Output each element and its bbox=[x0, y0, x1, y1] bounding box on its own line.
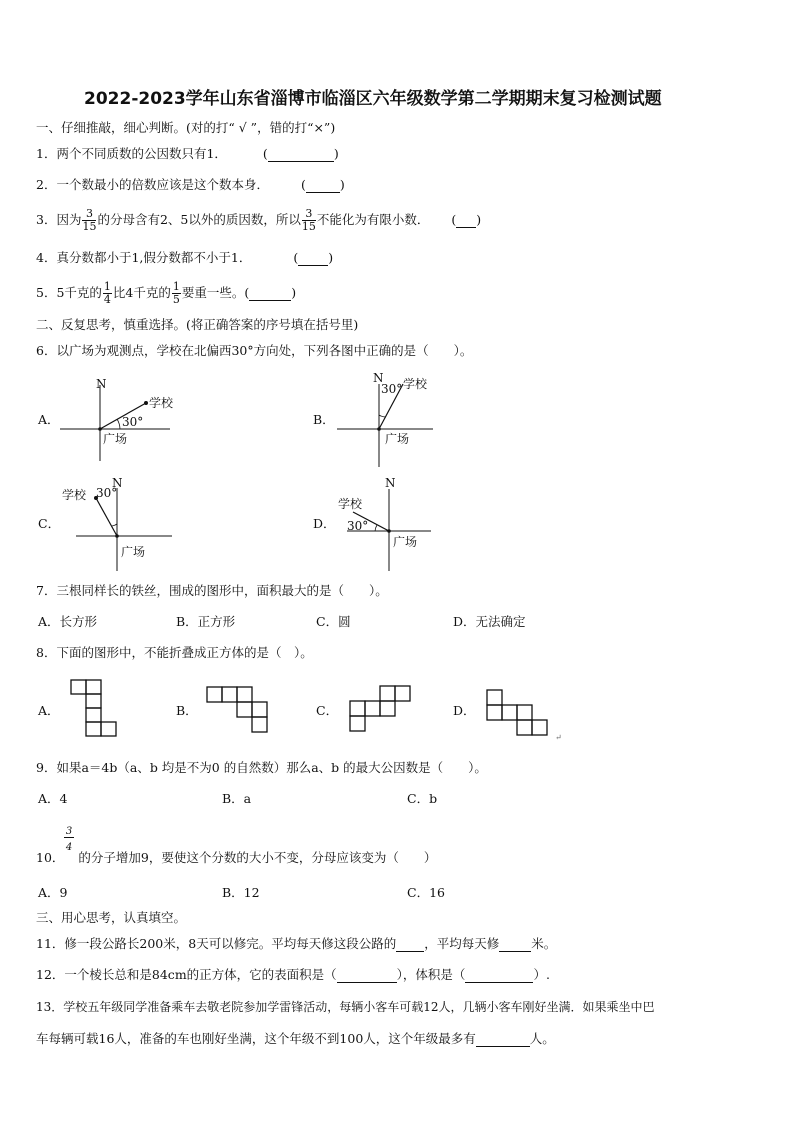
north-label: N bbox=[96, 377, 107, 391]
q10-option-c[interactable]: C．16 bbox=[407, 885, 445, 900]
net-cell bbox=[380, 686, 395, 701]
question-11: 11．修一段公路长200米，8天可以修完。平均每天修这段公路的 ，平均每天修 米。 bbox=[36, 936, 557, 951]
q7-option-b[interactable]: B．正方形 bbox=[176, 614, 236, 629]
q7-option-c[interactable]: C．圆 bbox=[316, 614, 351, 629]
north-label: N bbox=[373, 371, 384, 385]
net-cell bbox=[86, 694, 101, 708]
q7-option-d[interactable]: D．无法确定 bbox=[453, 614, 526, 629]
answer-blank-1[interactable] bbox=[268, 161, 334, 162]
angle-arc bbox=[379, 415, 386, 417]
question-9-text: 9．如果a＝4b（a、b 均是不为0 的自然数）那么a、b 的最大公因数是（ ）。 bbox=[36, 760, 487, 775]
question-13-line-1: 13．学校五年级同学准备乘车去敬老院参加学雷锋活动，每辆小客车可载12人，几辆小客车刚好坐满．如果乘坐中巴 bbox=[36, 1000, 655, 1014]
question-5: 5．5千克的 $\frac{1}{4}$ 比4千克的 $\frac{1}{5}$ 要重一些。( ) bbox=[36, 280, 297, 306]
section-1-heading: 一、仔细推敲，细心判断。(对的打“ √ ”，错的打“×”) bbox=[36, 120, 336, 135]
fraction-3-15-b: $\frac{3}{15}$ bbox=[301, 207, 316, 233]
q8-net-b[interactable] bbox=[206, 686, 272, 734]
page-title: 2022-2023学年山东省淄博市临淄区六年级数学第二学期期末复习检测试题 bbox=[84, 89, 662, 109]
q8-option-a-label[interactable]: A． bbox=[38, 703, 60, 718]
school-point bbox=[144, 401, 148, 405]
angle-label: 30° bbox=[96, 486, 118, 500]
answer-blank-12b[interactable] bbox=[465, 982, 533, 983]
paragraph-mark: ↵ bbox=[555, 733, 562, 742]
net-cell bbox=[487, 690, 502, 705]
q8-net-c[interactable] bbox=[349, 685, 415, 733]
section-2-heading: 二、反复思考，慎重选择。(将正确答案的序号填在括号里) bbox=[36, 317, 359, 332]
section-3-heading: 三、用心思考，认真填空。 bbox=[36, 910, 187, 925]
question-3: 3．因为 $\frac{3}{15}$ 的分母含有2、5以外的质因数，所以 $\frac{3}{15}$ 不能化为有限小数． ( ) bbox=[36, 207, 482, 233]
angle-arc bbox=[375, 525, 377, 531]
net-cell bbox=[86, 708, 101, 722]
question-10-text: 的分子增加9，要使这个分数的大小不变，分母应该变为（ ） bbox=[78, 850, 437, 865]
question-13-line-2: 车每辆可载16人，准备的车也刚好坐满，这个年级不到100人，这个年级最多有 人。 bbox=[36, 1031, 555, 1046]
answer-blank-4[interactable] bbox=[298, 265, 328, 266]
q6-option-c-label[interactable]: C． bbox=[38, 516, 61, 531]
angle-arc bbox=[112, 524, 117, 526]
net-cell bbox=[86, 680, 101, 694]
angle-arc bbox=[117, 419, 120, 429]
net-cell bbox=[252, 717, 267, 732]
net-cell bbox=[252, 702, 267, 717]
question-7-text: 7．三根同样长的铁丝，围成的图形中，面积最大的是（ ）。 bbox=[36, 583, 388, 598]
angle-label: 30° bbox=[122, 415, 144, 429]
net-cell bbox=[487, 705, 502, 720]
square-point bbox=[98, 427, 102, 431]
answer-blank-5[interactable] bbox=[249, 300, 291, 301]
answer-blank-3[interactable] bbox=[456, 227, 476, 228]
answer-blank-12a[interactable] bbox=[337, 982, 397, 983]
net-cell bbox=[395, 686, 410, 701]
net-cell bbox=[380, 701, 395, 716]
north-label: N bbox=[112, 476, 123, 490]
question-1-text: 1．两个不同质数的公因数只有1． bbox=[36, 146, 227, 161]
square-point bbox=[387, 529, 391, 533]
answer-blank-2[interactable] bbox=[306, 192, 340, 193]
square-label: 广场 bbox=[393, 535, 418, 549]
q9-option-a[interactable]: A．4 bbox=[38, 791, 68, 806]
q10-option-a[interactable]: A．9 bbox=[38, 885, 68, 900]
question-2-text: 2．一个数最小的倍数应该是这个数本身． bbox=[36, 177, 269, 192]
q8-option-c-label[interactable]: C． bbox=[316, 703, 339, 718]
square-label: 广场 bbox=[385, 432, 410, 446]
square-label: 广场 bbox=[103, 432, 128, 446]
net-cell bbox=[365, 701, 380, 716]
net-cell bbox=[222, 687, 237, 702]
answer-blank-11a[interactable] bbox=[396, 951, 424, 952]
net-cell bbox=[532, 720, 547, 735]
q6-option-d-label[interactable]: D． bbox=[313, 516, 336, 531]
question-1: 1．两个不同质数的公因数只有1． ( ) bbox=[36, 146, 339, 161]
net-cell bbox=[237, 687, 252, 702]
angle-label: 30° bbox=[347, 519, 369, 533]
net-cell bbox=[517, 705, 532, 720]
q10-option-b[interactable]: B．12 bbox=[222, 885, 260, 900]
answer-blank-13[interactable] bbox=[476, 1046, 530, 1047]
q6-option-a-label[interactable]: A． bbox=[38, 412, 60, 427]
q8-net-d[interactable] bbox=[486, 689, 552, 737]
question-6-text: 6．以广场为观测点，学校在北偏西30°方向处，下列各图中正确的是（ ）。 bbox=[36, 343, 473, 358]
answer-blank-11b[interactable] bbox=[499, 951, 531, 952]
q8-option-b-label[interactable]: B． bbox=[176, 703, 198, 718]
fraction-1-5: $\frac{1}{5}$ bbox=[172, 280, 180, 306]
q6-diagram-c[interactable] bbox=[60, 475, 180, 575]
q6-option-b-label[interactable]: B． bbox=[313, 412, 335, 427]
net-cell bbox=[207, 687, 222, 702]
net-cell bbox=[86, 722, 101, 736]
q6-diagram-b[interactable] bbox=[335, 370, 455, 470]
fraction-3-15: $\frac{3}{15}$ bbox=[82, 207, 97, 233]
question-10: 10． 的分子增加9，要使这个分数的大小不变，分母应该变为（ ） bbox=[36, 850, 437, 865]
school-label: 学校 bbox=[149, 396, 174, 410]
q9-option-b[interactable]: B．a bbox=[222, 791, 252, 806]
north-label: N bbox=[385, 476, 396, 490]
q9-option-c[interactable]: C．b bbox=[407, 791, 438, 806]
q8-net-a[interactable] bbox=[70, 679, 120, 741]
q8-option-d-label[interactable]: D． bbox=[453, 703, 476, 718]
fraction-3-4: 3 4 bbox=[65, 826, 73, 853]
q7-option-a[interactable]: A．长方形 bbox=[38, 614, 98, 629]
net-cell bbox=[502, 705, 517, 720]
question-12: 12．一个棱长总和是84cm的正方体，它的表面积是（ ），体积是（ ）. bbox=[36, 967, 550, 982]
net-cell bbox=[350, 716, 365, 731]
school-label: 学校 bbox=[403, 377, 428, 391]
square-point bbox=[115, 534, 119, 538]
net-cell bbox=[237, 702, 252, 717]
school-label: 学校 bbox=[338, 497, 363, 511]
question-2: 2．一个数最小的倍数应该是这个数本身． ( ) bbox=[36, 177, 345, 192]
angle-label: 30° bbox=[381, 382, 403, 396]
net-cell bbox=[350, 701, 365, 716]
question-8-text: 8．下面的图形中，不能折叠成正方体的是（ ）。 bbox=[36, 645, 313, 660]
square-point bbox=[377, 427, 381, 431]
net-cell bbox=[517, 720, 532, 735]
school-label: 学校 bbox=[62, 488, 87, 502]
fraction-1-4: $\frac{1}{4}$ bbox=[103, 280, 111, 306]
net-cell bbox=[71, 680, 86, 694]
net-cell bbox=[101, 722, 116, 736]
question-4: 4．真分数都小于1,假分数都不小于1． ( ) bbox=[36, 250, 334, 265]
q6-diagram-d[interactable] bbox=[335, 475, 445, 575]
direction-ray bbox=[96, 498, 117, 536]
square-label: 广场 bbox=[121, 545, 146, 559]
q6-diagram-a[interactable] bbox=[60, 375, 180, 465]
